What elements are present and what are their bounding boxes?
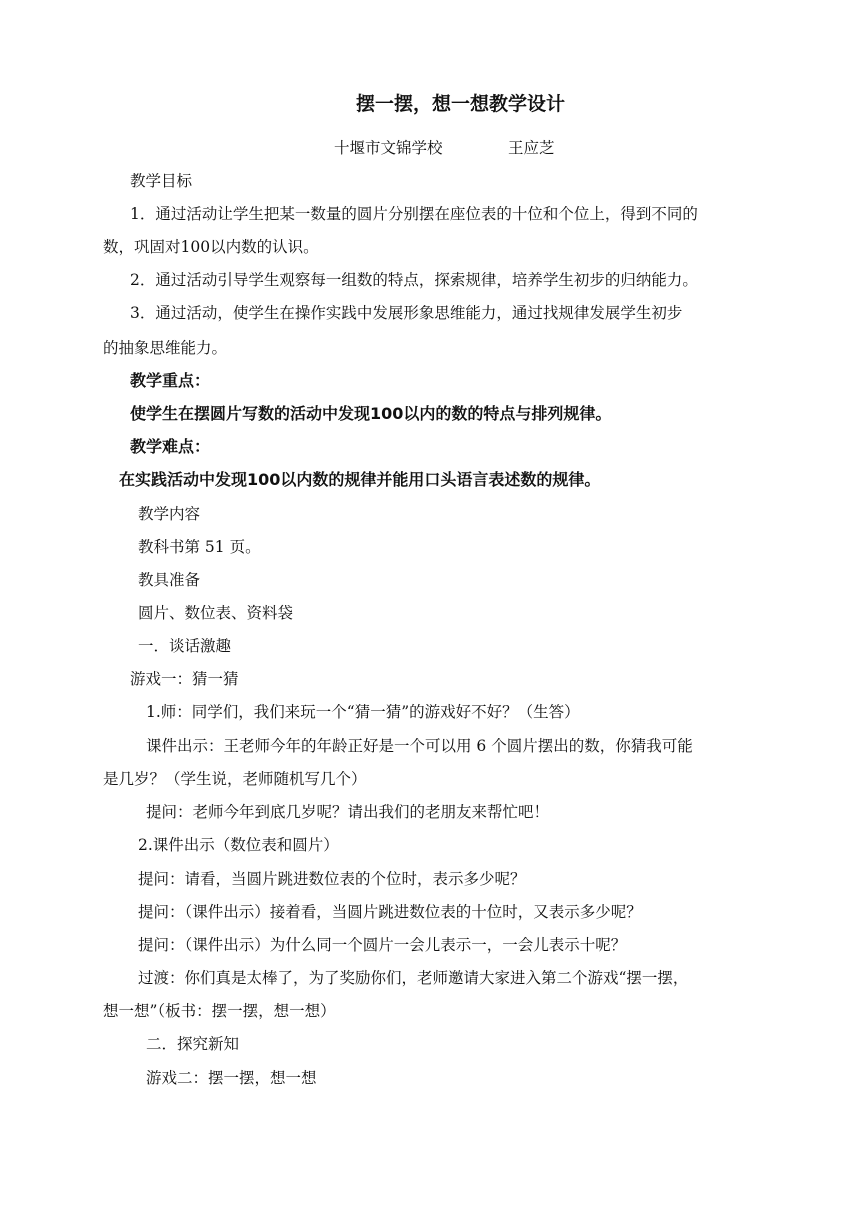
section-2-heading: 二．探究新知	[146, 1035, 240, 1053]
question-1: 提问：老师今年到底几岁呢？请出我们的老朋友来帮忙吧！	[146, 803, 550, 821]
author-name: 王应芝	[508, 139, 555, 157]
courseware-line-2: 是几岁？（学生说，老师随机写几个）	[103, 770, 367, 788]
courseware-line-1: 课件出示：王老师今年的年龄正好是一个可以用 6 个圆片摆出的数，你猜我可能	[146, 737, 693, 755]
heading-objectives: 教学目标	[130, 172, 193, 190]
objective-2: 2．通过活动引导学生观察每一组数的特点，探索规律，培养学生初步的归纳能力。	[130, 271, 698, 289]
heading-content: 教学内容	[138, 505, 201, 523]
page-title: 摆一摆，想一想教学设计	[356, 93, 566, 115]
objective-3-line-1: 3．通过活动，使学生在操作实践中发展形象思维能力，通过找规律发展学生初步	[130, 304, 683, 322]
difficulties-text: 在实践活动中发现100以内数的规律并能用口头语言表述数的规律。	[119, 470, 601, 489]
heading-difficulties: 教学难点：	[130, 437, 211, 456]
materials-text: 圆片、数位表、资料袋	[138, 604, 294, 622]
question-2: 提问：请看，当圆片跳进数位表的个位时，表示多少呢？	[138, 870, 526, 888]
key-points-text: 使学生在摆圆片写数的活动中发现100以内的数的特点与排列规律。	[130, 404, 612, 423]
objective-1-line-2: 数，巩固对100以内数的认识。	[103, 238, 319, 256]
transition-line-1: 过渡：你们真是太棒了，为了奖励你们，老师邀请大家进入第二个游戏“摆一摆，	[138, 969, 689, 987]
section-1-heading: 一．谈话激趣	[138, 637, 232, 655]
game-1-heading: 游戏一：猜一猜	[130, 670, 239, 688]
step-1-text: 1.师：同学们，我们来玩一个“猜一猜”的游戏好不好？（生答）	[146, 703, 580, 721]
heading-key-points: 教学重点：	[130, 371, 211, 390]
school-name: 十堰市文锦学校	[334, 139, 443, 157]
question-3: 提问：（课件出示）接着看，当圆片跳进数位表的十位时，又表示多少呢？	[138, 903, 642, 921]
transition-line-2: 想一想”（板书：摆一摆，想一想）	[103, 1002, 336, 1020]
question-4: 提问：（课件出示）为什么同一个圆片一会儿表示一，一会儿表示十呢？	[138, 936, 627, 954]
heading-materials: 教具准备	[138, 571, 201, 589]
objective-1-line-1: 1．通过活动让学生把某一数量的圆片分别摆在座位表的十位和个位上，得到不同的	[130, 205, 698, 223]
objective-3-line-2: 的抽象思维能力。	[103, 339, 228, 357]
step-2-text: 2.课件出示（数位表和圆片）	[138, 836, 339, 854]
game-2-heading: 游戏二：摆一摆，想一想	[146, 1069, 317, 1087]
content-text: 教科书第 51 页。	[138, 538, 261, 556]
